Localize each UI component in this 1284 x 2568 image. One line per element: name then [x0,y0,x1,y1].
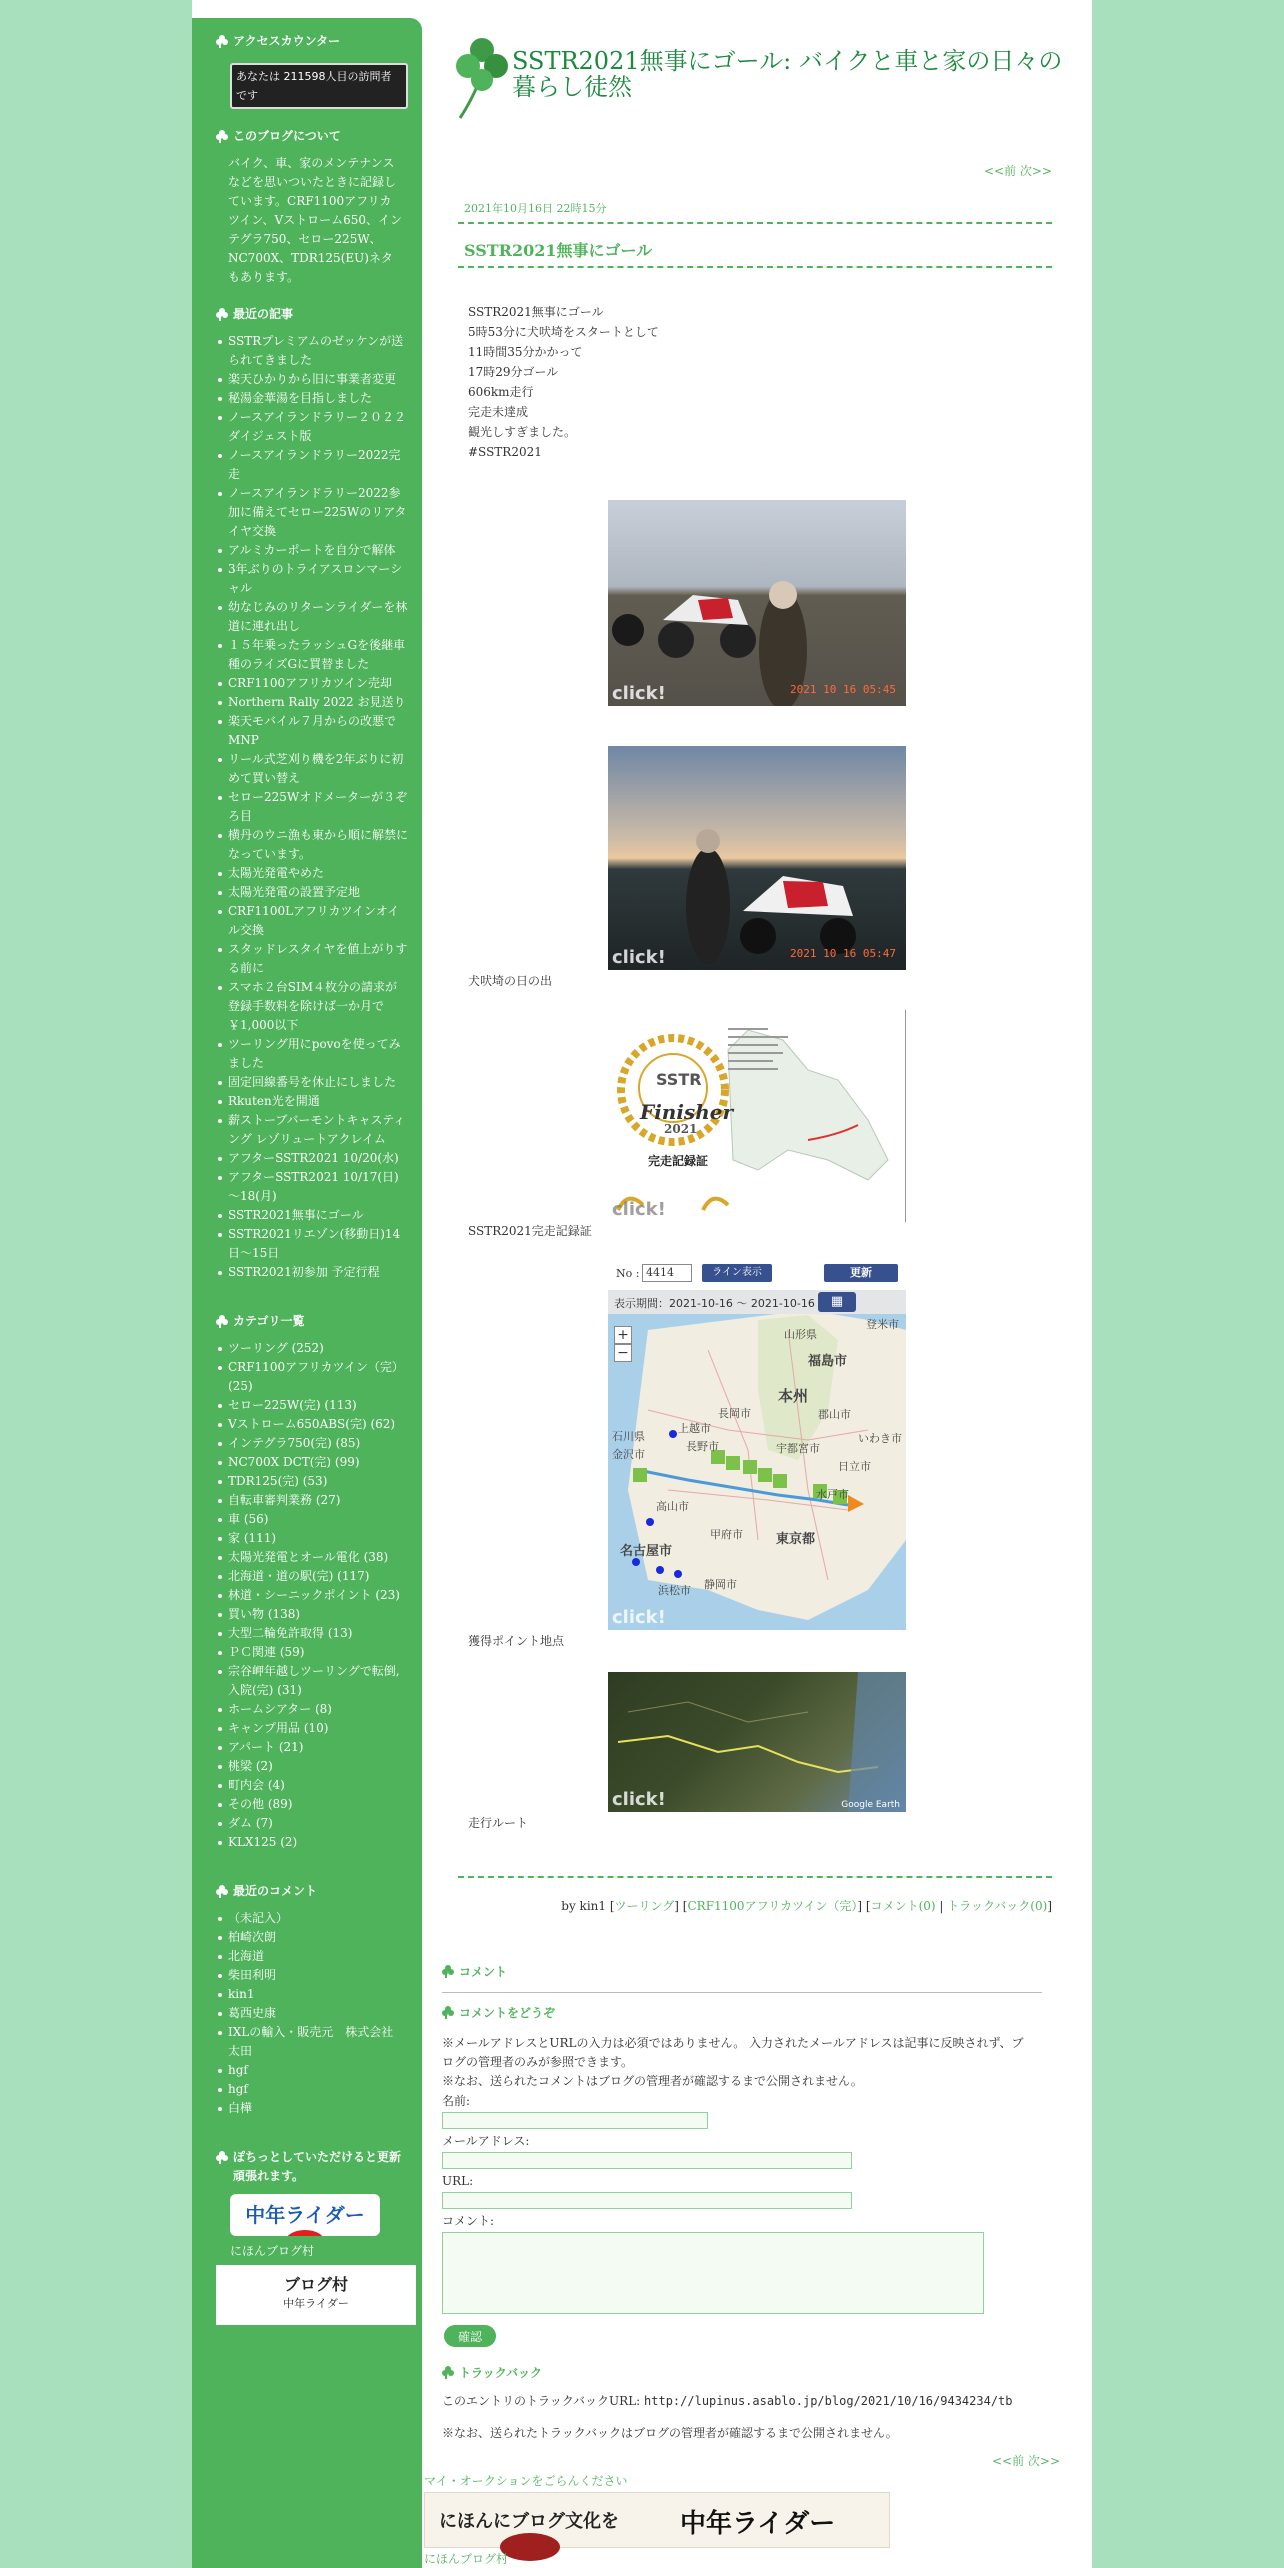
recent-post-link[interactable]: スタッドレスタイヤを値上がりする前に [216,940,408,978]
clover-icon [216,1885,229,1898]
category-link[interactable]: ホームシアター (8) [216,1700,408,1719]
recent-comment-link[interactable]: hgf [216,2061,408,2080]
comment-label: コメント: [442,2214,495,2228]
map-place: 郡山市 [818,1408,851,1421]
byline-sep: ] [ [674,1899,688,1913]
recent-post-link[interactable]: SSTR2021リエゾン(移動日)14日〜15日 [216,1225,408,1263]
divider [442,1992,1042,1993]
update-button[interactable]: 更新 [824,1264,898,1282]
recent-post-link[interactable]: 太陽光発電やめた [216,864,408,883]
photo-map[interactable] [608,1290,906,1630]
banner-text: 中年ライダー [245,2203,365,2227]
entry-body-line: #SSTR2021 [468,445,542,459]
counter-heading-label: アクセスカウンター [233,34,341,48]
category-link[interactable]: インテグラ750(完) (85) [216,1434,408,1453]
entry-body-line: 606km走行 [468,385,534,399]
entry-body-line: 完走未達成 [468,405,529,419]
comment-form-heading [442,2004,555,2021]
zoom-in-icon[interactable]: + [614,1326,632,1344]
comments-link[interactable]: コメント(0) [870,1899,936,1913]
recent-post-link[interactable]: リール式芝刈り機を2年ぶりに初めて買い替え [216,750,408,788]
email-label: メールアドレス: [442,2134,530,2148]
recent-post-link[interactable]: ノースアイランドラリー２０２２ダイジェスト版 [216,408,408,446]
map-place: 本州 [778,1387,809,1405]
clover-icon [216,308,229,321]
recent-post-link[interactable]: アルミカーポートを自分で解体 [216,541,408,560]
recent-comment-link[interactable]: hgf [216,2080,408,2099]
trackback-note: ※なお、送られたトラックバックはブログの管理者が確認するまで公開されません。 [442,2426,898,2440]
click-label: click! [612,1789,666,1810]
category-link[interactable]: ダム (7) [216,1814,408,1833]
entry-body-line: 5時53分に犬吠埼をスタートとして [468,325,659,339]
recent-post-link[interactable]: 幼なじみのリターンライダーを林道に連れ出し [216,598,408,636]
map-period-bar [608,1290,906,1314]
recent-post-link[interactable]: ノースアイランドラリー2022参加に備えてセロー225Wのリアタイヤ交換 [216,484,408,541]
categories-section [216,1312,408,1852]
recent-post-link[interactable]: 固定回線番号を休止にしました [216,1073,408,1092]
recent-comment-link[interactable]: 葛西史康 [216,2004,408,2023]
photo-caption: 犬吠埼の日の出 [468,974,553,988]
map-period: 表示期間：2021-10-16 〜 2021-10-16 [614,1297,815,1310]
photo-start[interactable] [608,500,906,706]
category-link[interactable]: 林道・シーニックポイント (23) [216,1586,408,1605]
entry-byline [561,1897,1052,1914]
clover-icon [216,130,229,143]
recent-post-link[interactable]: ツーリング用にpovoを使ってみました [216,1035,408,1073]
entry-date: 2021年10月16日 22時15分 [464,202,607,215]
about-heading-label: このブログについて [233,129,341,143]
recent-comments-heading-label: 最近のコメント [233,1884,318,1898]
recent-post-link[interactable]: SSTR2021初参加 予定行程 [216,1263,408,1282]
map-place: 長野市 [686,1440,719,1453]
category-link[interactable]: TDR125(完) (53) [216,1472,408,1491]
photo-caption: SSTR2021完走記録証 [468,1224,592,1238]
recent-comment-link[interactable]: （未記入） [216,1909,408,1928]
clover-icon [442,2366,455,2379]
motorcycles-graphic [608,500,906,706]
map-place: 宇都宮市 [776,1442,820,1455]
category-link[interactable]: 家 (111) [216,1529,408,1548]
recent-post-link[interactable]: 薪ストーブバーモントキャスティング レゾリュートアクレイム [216,1111,408,1149]
map-controls [608,1264,906,1284]
map-place: 山形県 [784,1328,817,1341]
trackback-url[interactable]: http://lupinus.asablo.jp/blog/2021/10/16/9434234/tb [644,2394,1013,2408]
recent-post-link[interactable]: 楽天モバイル７月からの改悪でMNP [216,712,408,750]
entry-body-line: 17時29分ゴール [468,365,559,379]
comment-note-2: ※なお、送られたコメントはブログの管理者が確認するまで公開されません。 [442,2074,863,2088]
category-link[interactable]: 桃梁 (2) [216,1757,408,1776]
category-link[interactable]: 自転車審判業務 (27) [216,1491,408,1510]
auction-link[interactable]: マイ・オークションをごらんください [424,2474,628,2488]
sunrise-graphic [608,746,906,970]
category-link[interactable]: ＰＣ関連 (59) [216,1643,408,1662]
click-label: click! [612,1199,666,1220]
sidebar [192,18,422,2568]
about-section [216,127,408,287]
categories-heading-label: カテゴリ一覧 [233,1314,305,1328]
category-link[interactable]: 北海道・道の駅(完) (117) [216,1567,408,1586]
recent-post-link[interactable]: アフターSSTR2021 10/17(日)～18(月) [216,1168,408,1206]
banner-left-text: にほんにブログ文化を [439,2511,619,2532]
category-link[interactable]: 町内会 (4) [216,1776,408,1795]
recent-comments-list [216,1909,408,2118]
map-place: いわき市 [858,1432,902,1445]
category-link-touring[interactable]: ツーリング [614,1899,675,1913]
recent-posts-heading-label: 最近の記事 [233,307,294,321]
trackback-url-label: このエントリのトラックバックURL: [442,2394,645,2408]
recent-comment-link[interactable]: IXLの輸入・販売元 株式会社 太田 [216,2023,408,2061]
cert-year: 2021 [664,1122,698,1136]
category-link[interactable]: 買い物 (138) [216,1605,408,1624]
map-place: 長岡市 [718,1407,751,1420]
clover-icon [216,35,229,48]
entry-body-line: SSTR2021無事にゴール [468,305,604,319]
byline-sep: ] [ [857,1899,871,1913]
comments-heading [442,1963,507,1980]
byline-sep: | [939,1899,944,1913]
prev-next-nav-top[interactable]: <<前 次>> [983,164,1052,178]
map-place: 名古屋市 [620,1544,673,1559]
recent-comment-link[interactable]: 柴田利明 [216,1966,408,1985]
clover-icon [442,1965,455,1978]
category-link-crf1100[interactable]: CRF1100アフリカツイン（完） [687,1899,858,1913]
category-link[interactable]: セロー225W(完) (113) [216,1396,408,1415]
click-label: click! [612,1607,666,1628]
recent-posts-section [216,305,408,1282]
map-place: 甲府市 [710,1528,743,1541]
counter-section [216,32,408,109]
clover-icon [216,1315,229,1328]
recent-post-link[interactable]: アフターSSTR2021 10/20(水) [216,1149,408,1168]
entry-body-line: 11時間35分かかって [468,345,583,359]
recent-comment-link[interactable]: 白樺 [216,2099,408,2118]
blog-mura-banner[interactable] [216,2265,416,2325]
photo-timestamp: 2021 10 16 05:45 [790,683,896,696]
recent-post-link[interactable]: CRF1100Lアフリカツインオイル交換 [216,902,408,940]
confirm-button[interactable]: 確認 [444,2325,496,2347]
byline-end: ] [1047,1899,1052,1913]
recent-post-link[interactable]: 横丹のウニ漁も東から順に解禁になっています。 [216,826,408,864]
counter-heading [216,32,408,51]
clover-icon [216,2151,229,2164]
recent-post-link[interactable]: スマホ２台SIM４枚分の請求が登録手数料を除けば一か月で￥1,000以下 [216,978,408,1035]
chunen-rider-banner[interactable] [230,2194,380,2236]
recent-post-link[interactable]: 秘湯金華湯を目指しました [216,389,408,408]
divider [458,222,1052,224]
calendar-icon[interactable]: ▦ [818,1292,856,1312]
category-link[interactable]: アパート (21) [216,1738,408,1757]
email-input[interactable] [442,2152,852,2169]
name-label: 名前: [442,2094,471,2108]
photo-route[interactable] [608,1672,906,1812]
mura-text: ブログ村 [283,2275,348,2294]
category-link[interactable]: NC700X DCT(完) (99) [216,1453,408,1472]
map-place: 浜松市 [658,1584,691,1597]
recent-posts-list [216,332,408,1282]
divider [458,1876,1052,1878]
recent-posts-heading [216,305,408,324]
banner-decoration [500,2533,560,2561]
recent-post-link[interactable]: １５年乗ったラッシュGを後継車種のライズGに買替ました [216,636,408,674]
support-section [216,2148,408,2325]
category-link[interactable]: CRF1100アフリカツイン（完） (25) [216,1358,408,1396]
cert-title: 完走記録証 [648,1154,709,1168]
categories-list [216,1339,408,1852]
category-link[interactable]: キャンプ用品 (10) [216,1719,408,1738]
category-link[interactable]: 車 (56) [216,1510,408,1529]
recent-post-link[interactable]: ノースアイランドラリー2022完走 [216,446,408,484]
category-link[interactable]: 大型二輪免許取得 (13) [216,1624,408,1643]
url-input[interactable] [442,2192,852,2209]
banner-right-text: 中年ライダー [680,2509,836,2539]
recent-comments-section [216,1882,408,2118]
trackback-url-line [442,2392,1013,2411]
map-no-input[interactable]: 4414 [642,1264,692,1282]
recent-post-link[interactable]: セロー225Wオドメーターが３ぞろ目 [216,788,408,826]
map-place: 日立市 [838,1460,871,1473]
category-link[interactable]: 太陽光発電とオール電化 (38) [216,1548,408,1567]
mura-subtext: 中年ライダー [283,2297,349,2310]
entry-body-line: 観光しすぎました。 [468,425,577,439]
comment-textarea[interactable] [442,2232,984,2314]
access-counter: あなたは 211598人目の訪問者です [230,63,408,109]
recent-post-link[interactable]: SSTRプレミアムのゼッケンが送られてきました [216,332,408,370]
recent-post-link[interactable]: SSTR2021無事にゴール [216,1206,408,1225]
categories-heading [216,1312,408,1331]
map-place: 金沢市 [612,1448,645,1461]
category-link[interactable]: Vストローム650ABS(完) (62) [216,1415,408,1434]
click-label: click! [612,683,666,704]
recent-post-link[interactable]: 楽天ひかりから旧に事業者変更 [216,370,408,389]
recent-comment-link[interactable]: 北海道 [216,1947,408,1966]
map-place: 水戸市 [816,1488,849,1501]
comments-heading-label: コメント [459,1965,508,1979]
entry-title[interactable]: SSTR2021無事にゴール [464,241,653,260]
recent-post-link[interactable]: 3年ぶりのトライアスロンマーシャル [216,560,408,598]
nihon-blog-link[interactable]: にほんブログ村 [424,2552,509,2566]
recent-comment-link[interactable]: 柏崎次朗 [216,1928,408,1947]
map-place: 石川県 [612,1430,645,1443]
recent-post-link[interactable]: CRF1100アフリカツイン売却 [216,674,408,693]
map-place: 福島市 [808,1354,848,1369]
category-link[interactable]: 宗谷岬年越しツーリングで転倒, 入院(完) (31) [216,1662,408,1700]
photo-timestamp: 2021 10 16 05:47 [790,947,896,960]
photo-certificate[interactable] [608,1010,906,1222]
category-link[interactable]: ツーリング (252) [216,1339,408,1358]
banner-caption[interactable]: にほんブログ村 [230,2244,315,2258]
google-earth-credit: Google Earth [841,1800,900,1810]
map-no-label: No : [616,1267,640,1280]
byline-prefix: by kin1 [ [561,1899,615,1913]
line-display-button[interactable]: ライン表示 [702,1264,772,1282]
support-heading [216,2148,408,2186]
trackback-link[interactable]: トラックバック(0) [947,1899,1048,1913]
zoom-out-icon[interactable]: − [614,1344,632,1362]
photo-caption: 獲得ポイント地点 [468,1634,565,1648]
trackback-heading-label: トラックバック [459,2366,543,2380]
map-place: 高山市 [656,1500,689,1513]
clover-icon [442,2006,455,2019]
recent-post-link[interactable]: Rkuten光を開通 [216,1092,408,1111]
prev-next-nav-bottom[interactable]: <<前 次>> [992,2454,1061,2468]
photo-sunrise[interactable] [608,746,906,970]
entry-body [468,302,659,462]
recent-comment-link[interactable]: kin1 [216,1985,408,2004]
blog-title[interactable]: SSTR2021無事にゴール: バイクと車と家の日々の暮らし徒然 [512,47,1063,101]
recent-post-link[interactable]: Northern Rally 2022 お見送り [216,693,408,712]
map-place: 上越市 [678,1422,711,1435]
category-link[interactable]: KLX125 (2) [216,1833,408,1852]
about-text: バイク、車、家のメンテナンスなどを思いついたときに記録しています。CRF1100アフリカツイン、Vストローム650、インテグラ750、セロー225W、NC700X、TDR125(EU)ネタもあります。 [228,156,403,284]
map-place: 登米市 [866,1318,899,1331]
recent-post-link[interactable]: 太陽光発電の設置予定地 [216,883,408,902]
comment-form-heading-label: コメントをどうぞ [459,2006,556,2020]
url-label: URL: [442,2174,474,2188]
divider [458,266,1052,268]
trackback-heading [442,2364,542,2381]
click-label: click! [612,947,666,968]
about-heading [216,127,408,146]
category-link[interactable]: その他 (89) [216,1795,408,1814]
recent-comments-heading [216,1882,408,1901]
support-heading-label: ぽちっとしていただけると更新頑張れます。 [233,2150,402,2183]
map-place: 東京都 [776,1532,816,1547]
nihon-blog-banner[interactable] [424,2492,890,2548]
cert-badge: SSTR [656,1070,702,1089]
page-wrapper [192,0,1092,2568]
cert-finisher: Finisher [640,1100,733,1124]
comment-note-1: ※メールアドレスとURLの入力は必須ではありません。 入力されたメールアドレスは記事に反映されず、ブログの管理者のみが参照できます。 [442,2036,1024,2069]
photo-caption: 走行ルート [468,1816,529,1830]
map-place: 静岡市 [704,1578,737,1591]
name-input[interactable] [442,2112,708,2129]
banner-decoration [285,2230,325,2236]
